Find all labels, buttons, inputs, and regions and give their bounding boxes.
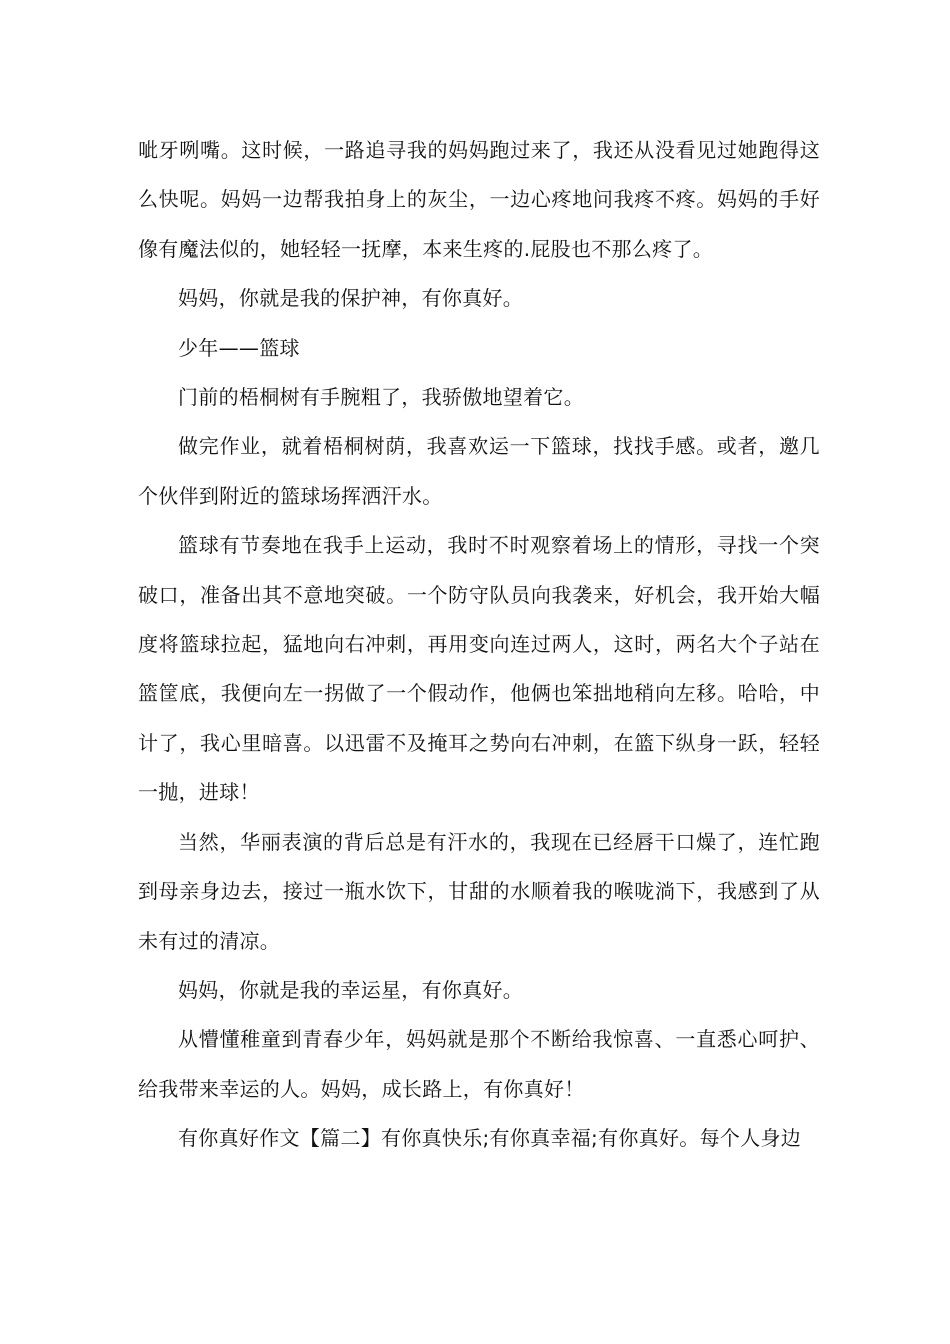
- paragraph: 妈妈，你就是我的幸运星，有你真好。: [178, 977, 524, 1002]
- paragraph: 有你真好作文【篇二】有你真快乐;有你真幸福;有你真好。每个人身边: [178, 1126, 802, 1151]
- section-heading: 少年——篮球: [178, 335, 300, 360]
- paragraph: 做完作业，就着梧桐树荫，我喜欢运一下篮球，找找手感。或者，邀几个伙伴到附近的篮球场挥洒汗水。: [138, 434, 820, 508]
- document-body: [138, 126, 820, 1164]
- paragraph: 呲牙咧嘴。这时候，一路追寻我的妈妈跑过来了，我还从没看见过她跑得这么快呢。妈妈一边帮我拍身上的灰尘，一边心疼地问我疼不疼。妈妈的手好像有魔法似的，她轻轻一抚摩，本来生疼的.屁股也不那么疼了。: [138, 138, 820, 261]
- paragraph: 妈妈，你就是我的保护神，有你真好。: [178, 286, 524, 311]
- paragraph: 篮球有节奏地在我手上运动，我时不时观察着场上的情形，寻找一个突破口，准备出其不意地突破。一个防守队员向我袭来，好机会，我开始大幅度将篮球拉起，猛地向右冲刺，再用变向连过两人，这时，两名大个子站在篮筐底，我便向左一拐做了一个假动作，他俩也笨拙地稍向左移。哈哈，中计了，我心里暗喜。以迅雷不及掩耳之势向右冲刺，在篮下纵身一跃，轻轻一抛，进球！: [138, 533, 820, 805]
- paragraph: 门前的梧桐树有手腕粗了，我骄傲地望着它。: [178, 385, 584, 410]
- paragraph: 当然，华丽表演的背后总是有汗水的，我现在已经唇干口燥了，连忙跑到母亲身边去，接过一瓶水饮下，甘甜的水顺着我的喉咙淌下，我感到了从未有过的清凉。: [138, 829, 820, 953]
- paragraph: 从懵懂稚童到青春少年，妈妈就是那个不断给我惊喜、一直悉心呵护、给我带来幸运的人。妈妈，成长路上，有你真好！: [138, 1027, 820, 1101]
